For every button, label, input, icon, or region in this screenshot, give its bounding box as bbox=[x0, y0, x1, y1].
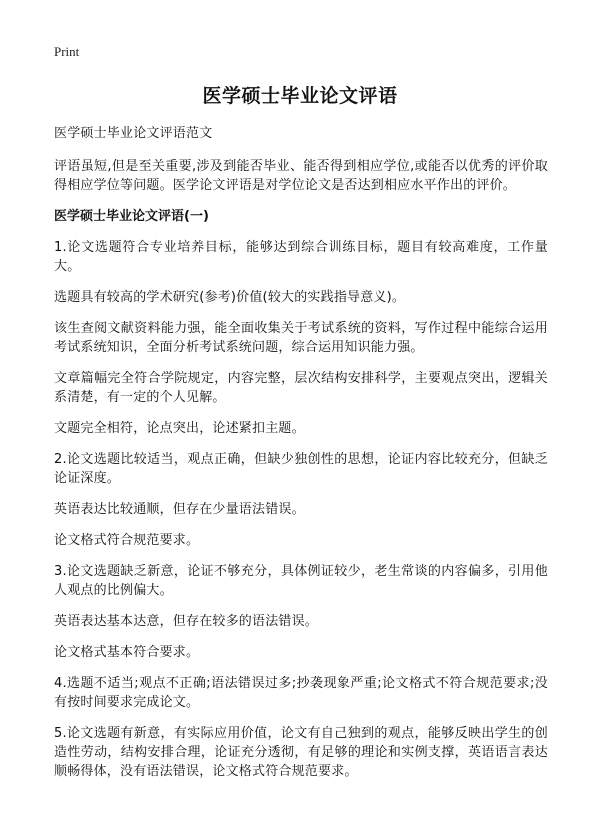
paragraph-7: 英语表达比较通顺，但存在少量语法错误。 bbox=[54, 502, 305, 517]
paragraph-5: 文题完全相符，论点突出，论述紧扣主题。 bbox=[54, 421, 305, 436]
paragraph-12: 4.选题不适当;观点不正确;语法错误过多;抄袭现象严重;论文格式不符合规范要求;没有按时间要求完成论文。 bbox=[54, 676, 548, 710]
paragraph-2: 选题具有较高的学术研究(参考)价值(较大的实践指导意义)。 bbox=[54, 290, 406, 305]
section-heading: 医学硕士毕业论文评语(一) bbox=[54, 209, 209, 224]
paragraph-13: 5.论文选题有新意，有实际应用价值，论文有自己独到的观点，能够反映出学生的创造性劳动，结构安排合理，论证充分透彻，有足够的理论和实例支撑，英语语言表达顺畅得体，没有语法错误，论文格式符合规范要求。 bbox=[54, 726, 548, 779]
paragraph-1: 1.论文选题符合专业培养目标，能够达到综合训练目标，题目有较高难度，工作量大。 bbox=[54, 240, 548, 274]
paragraph-3: 该生查阅文献资料能力强，能全面收集关于考试系统的资料，写作过程中能综合运用考试系统知识，全面分析考试系统问题，综合运用知识能力强。 bbox=[54, 321, 548, 355]
paragraph-9: 3.论文选题缺乏新意，论证不够充分，具体例证较少，老生常谈的内容偏多，引用他人观点的比例偏大。 bbox=[54, 564, 548, 598]
print-link[interactable]: Print bbox=[54, 44, 80, 59]
paragraph-11: 论文格式基本符合要求。 bbox=[54, 645, 200, 660]
document-subtitle: 医学硕士毕业论文评语范文 bbox=[54, 126, 213, 141]
paragraph-10: 英语表达基本达意，但存在较多的语法错误。 bbox=[54, 614, 319, 629]
paragraph-6: 2.论文选题比较适当，观点正确，但缺少独创性的思想，论证内容比较充分，但缺乏论证深度。 bbox=[54, 452, 548, 486]
document-title: 医学硕士毕业论文评语 bbox=[202, 85, 398, 107]
paragraph-4: 文章篇幅完全符合学院规定，内容完整，层次结构安排科学，主要观点突出，逻辑关系清楚，有一定的个人见解。 bbox=[54, 371, 548, 405]
intro-paragraph: 评语虽短,但是至关重要,涉及到能否毕业、能否得到相应学位,或能否以优秀的评价取得相应学位等问题。医学论文评语是对学位论文是否达到相应水平作出的评价。 bbox=[54, 159, 548, 193]
paragraph-8: 论文格式符合规范要求。 bbox=[54, 533, 200, 548]
document-body bbox=[54, 124, 548, 793]
